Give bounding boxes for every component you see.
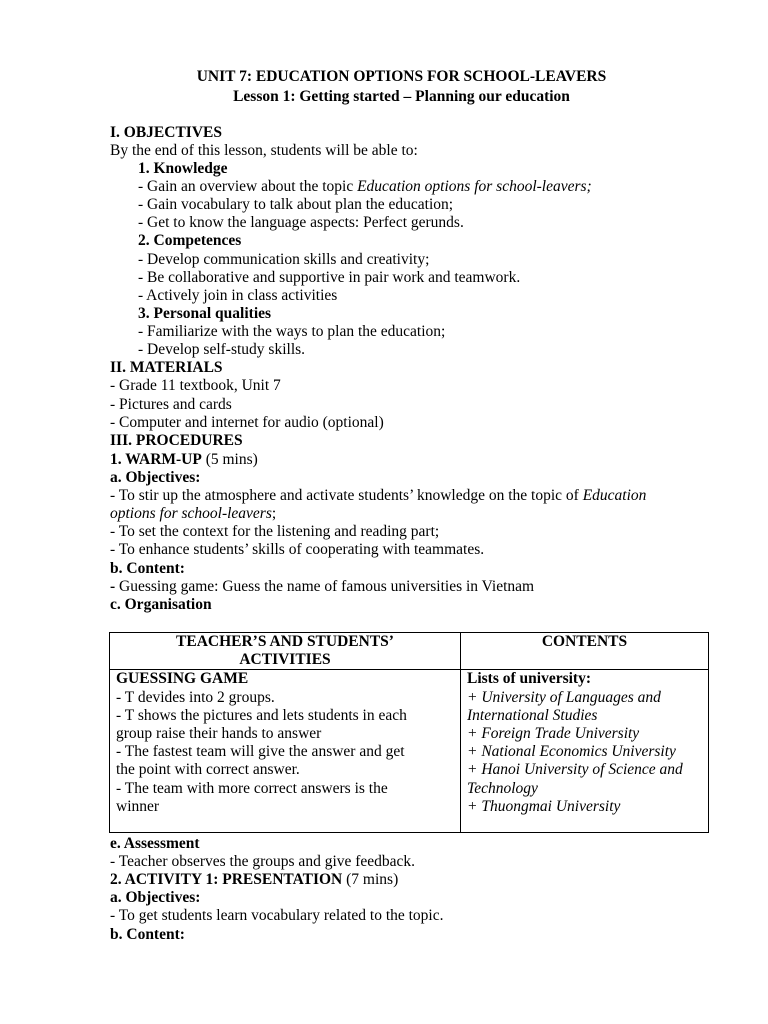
warmup-objective-1-line1 xyxy=(110,487,646,505)
university-item: International Studies xyxy=(467,706,598,724)
contents-column-header: CONTENTS xyxy=(461,633,709,670)
warmup-objective-1-line2 xyxy=(110,505,276,523)
warmup-heading-line xyxy=(110,451,258,469)
contents-title: Lists of university: xyxy=(467,670,591,688)
procedures-heading: III. PROCEDURES xyxy=(110,432,243,449)
qualities-item-1: - Familiarize with the ways to plan the education; xyxy=(138,323,446,340)
qualities-item-2: - Develop self-study skills. xyxy=(138,341,306,358)
objectives-intro: By the end of this lesson, students will be able to: xyxy=(110,142,418,159)
warmup-objective-3: - To enhance students’ skills of cooperating with teammates. xyxy=(110,541,485,558)
activity-line: - T shows the pictures and lets students in each xyxy=(116,706,407,724)
activity-title: GUESSING GAME xyxy=(116,670,249,688)
university-item: + Hanoi University of Science and xyxy=(467,761,683,779)
warmup-objective-1-topic-a: Education xyxy=(582,487,647,504)
activity1-heading-line xyxy=(110,871,398,889)
warmup-objective-1-suffix: ; xyxy=(271,505,277,522)
assessment-item: - Teacher observes the groups and give feedback. xyxy=(110,853,416,870)
university-item: + National Economics University xyxy=(467,743,676,761)
table-header-row xyxy=(110,633,709,670)
activity1-content-label: b. Content: xyxy=(110,926,185,943)
warmup-content-text: Guessing game: Guess the name of famous universities in Vietnam xyxy=(119,578,535,595)
qualities-heading: 3. Personal qualities xyxy=(138,305,272,322)
organisation-table xyxy=(109,632,709,833)
knowledge-heading: 1. Knowledge xyxy=(138,160,228,177)
activities-header-line-2: ACTIVITIES xyxy=(239,651,331,669)
knowledge-item-3: - Get to know the language aspects: Perfect gerunds. xyxy=(138,214,464,231)
university-item: Technology xyxy=(467,779,538,797)
competences-heading: 2. Competences xyxy=(138,232,242,249)
materials-item-1: - Grade 11 textbook, Unit 7 xyxy=(110,377,281,394)
warmup-content-item xyxy=(110,578,534,596)
materials-heading: II. MATERIALS xyxy=(110,359,223,376)
activity-line: group raise their hands to answer xyxy=(116,725,322,743)
materials-item-2: - Pictures and cards xyxy=(110,396,232,413)
warmup-objectives-label: a. Objectives: xyxy=(110,469,201,486)
activity1-heading: 2. ACTIVITY 1: PRESENTATION xyxy=(110,871,343,888)
activity1-objectives-label: a. Objectives: xyxy=(110,889,201,906)
warmup-objective-2: - To set the context for the listening and reading part; xyxy=(110,523,440,540)
warmup-content-dash: - xyxy=(110,578,120,595)
organisation-label: c. Organisation xyxy=(110,596,212,613)
knowledge-item-1 xyxy=(138,178,592,196)
knowledge-item-1-topic: Education options for school-leavers; xyxy=(357,178,592,195)
activity1-time: (7 mins) xyxy=(342,871,399,888)
lesson-title: Lesson 1: Getting started – Planning our education xyxy=(233,88,570,105)
activities-cell xyxy=(110,670,461,833)
unit-title: UNIT 7: EDUCATION OPTIONS FOR SCHOOL-LEAVERS xyxy=(196,68,607,85)
university-item: + Thuongmai University xyxy=(467,797,621,815)
activity-line: - The team with more correct answers is the xyxy=(116,779,388,797)
activity-line: winner xyxy=(116,797,160,815)
activity-line: - The fastest team will give the answer and get xyxy=(116,743,405,761)
materials-item-3: - Computer and internet for audio (optional) xyxy=(110,414,384,431)
competences-item-2: - Be collaborative and supportive in pair work and teamwork. xyxy=(138,269,521,286)
activity-line: - T devides into 2 groups. xyxy=(116,688,275,706)
contents-cell xyxy=(461,670,709,833)
table-row xyxy=(110,670,709,833)
assessment-heading: e. Assessment xyxy=(110,835,200,852)
knowledge-item-1-text: - Gain an overview about the topic xyxy=(138,178,358,195)
activity-line: the point with correct answer. xyxy=(116,761,300,779)
activities-column-header xyxy=(110,633,461,670)
university-item: + University of Languages and xyxy=(467,688,661,706)
warmup-objective-1-topic-b: options for school-leavers xyxy=(110,505,272,522)
activities-header-line-1: TEACHER’S AND STUDENTS’ xyxy=(176,633,394,650)
warmup-time: (5 mins) xyxy=(201,451,258,468)
knowledge-item-2: - Gain vocabulary to talk about plan the education; xyxy=(138,196,454,213)
objectives-heading: I. OBJECTIVES xyxy=(110,124,222,141)
warmup-objective-1-text: - To stir up the atmosphere and activate students’ knowledge on the topic of xyxy=(110,487,583,504)
competences-item-1: - Develop communication skills and creativity; xyxy=(138,251,430,268)
warmup-content-label: b. Content: xyxy=(110,560,185,577)
activity1-objective-1: - To get students learn vocabulary related to the topic. xyxy=(110,907,444,924)
warmup-heading: 1. WARM-UP xyxy=(110,451,202,468)
university-item: + Foreign Trade University xyxy=(467,725,640,743)
competences-item-3: - Actively join in class activities xyxy=(138,287,338,304)
